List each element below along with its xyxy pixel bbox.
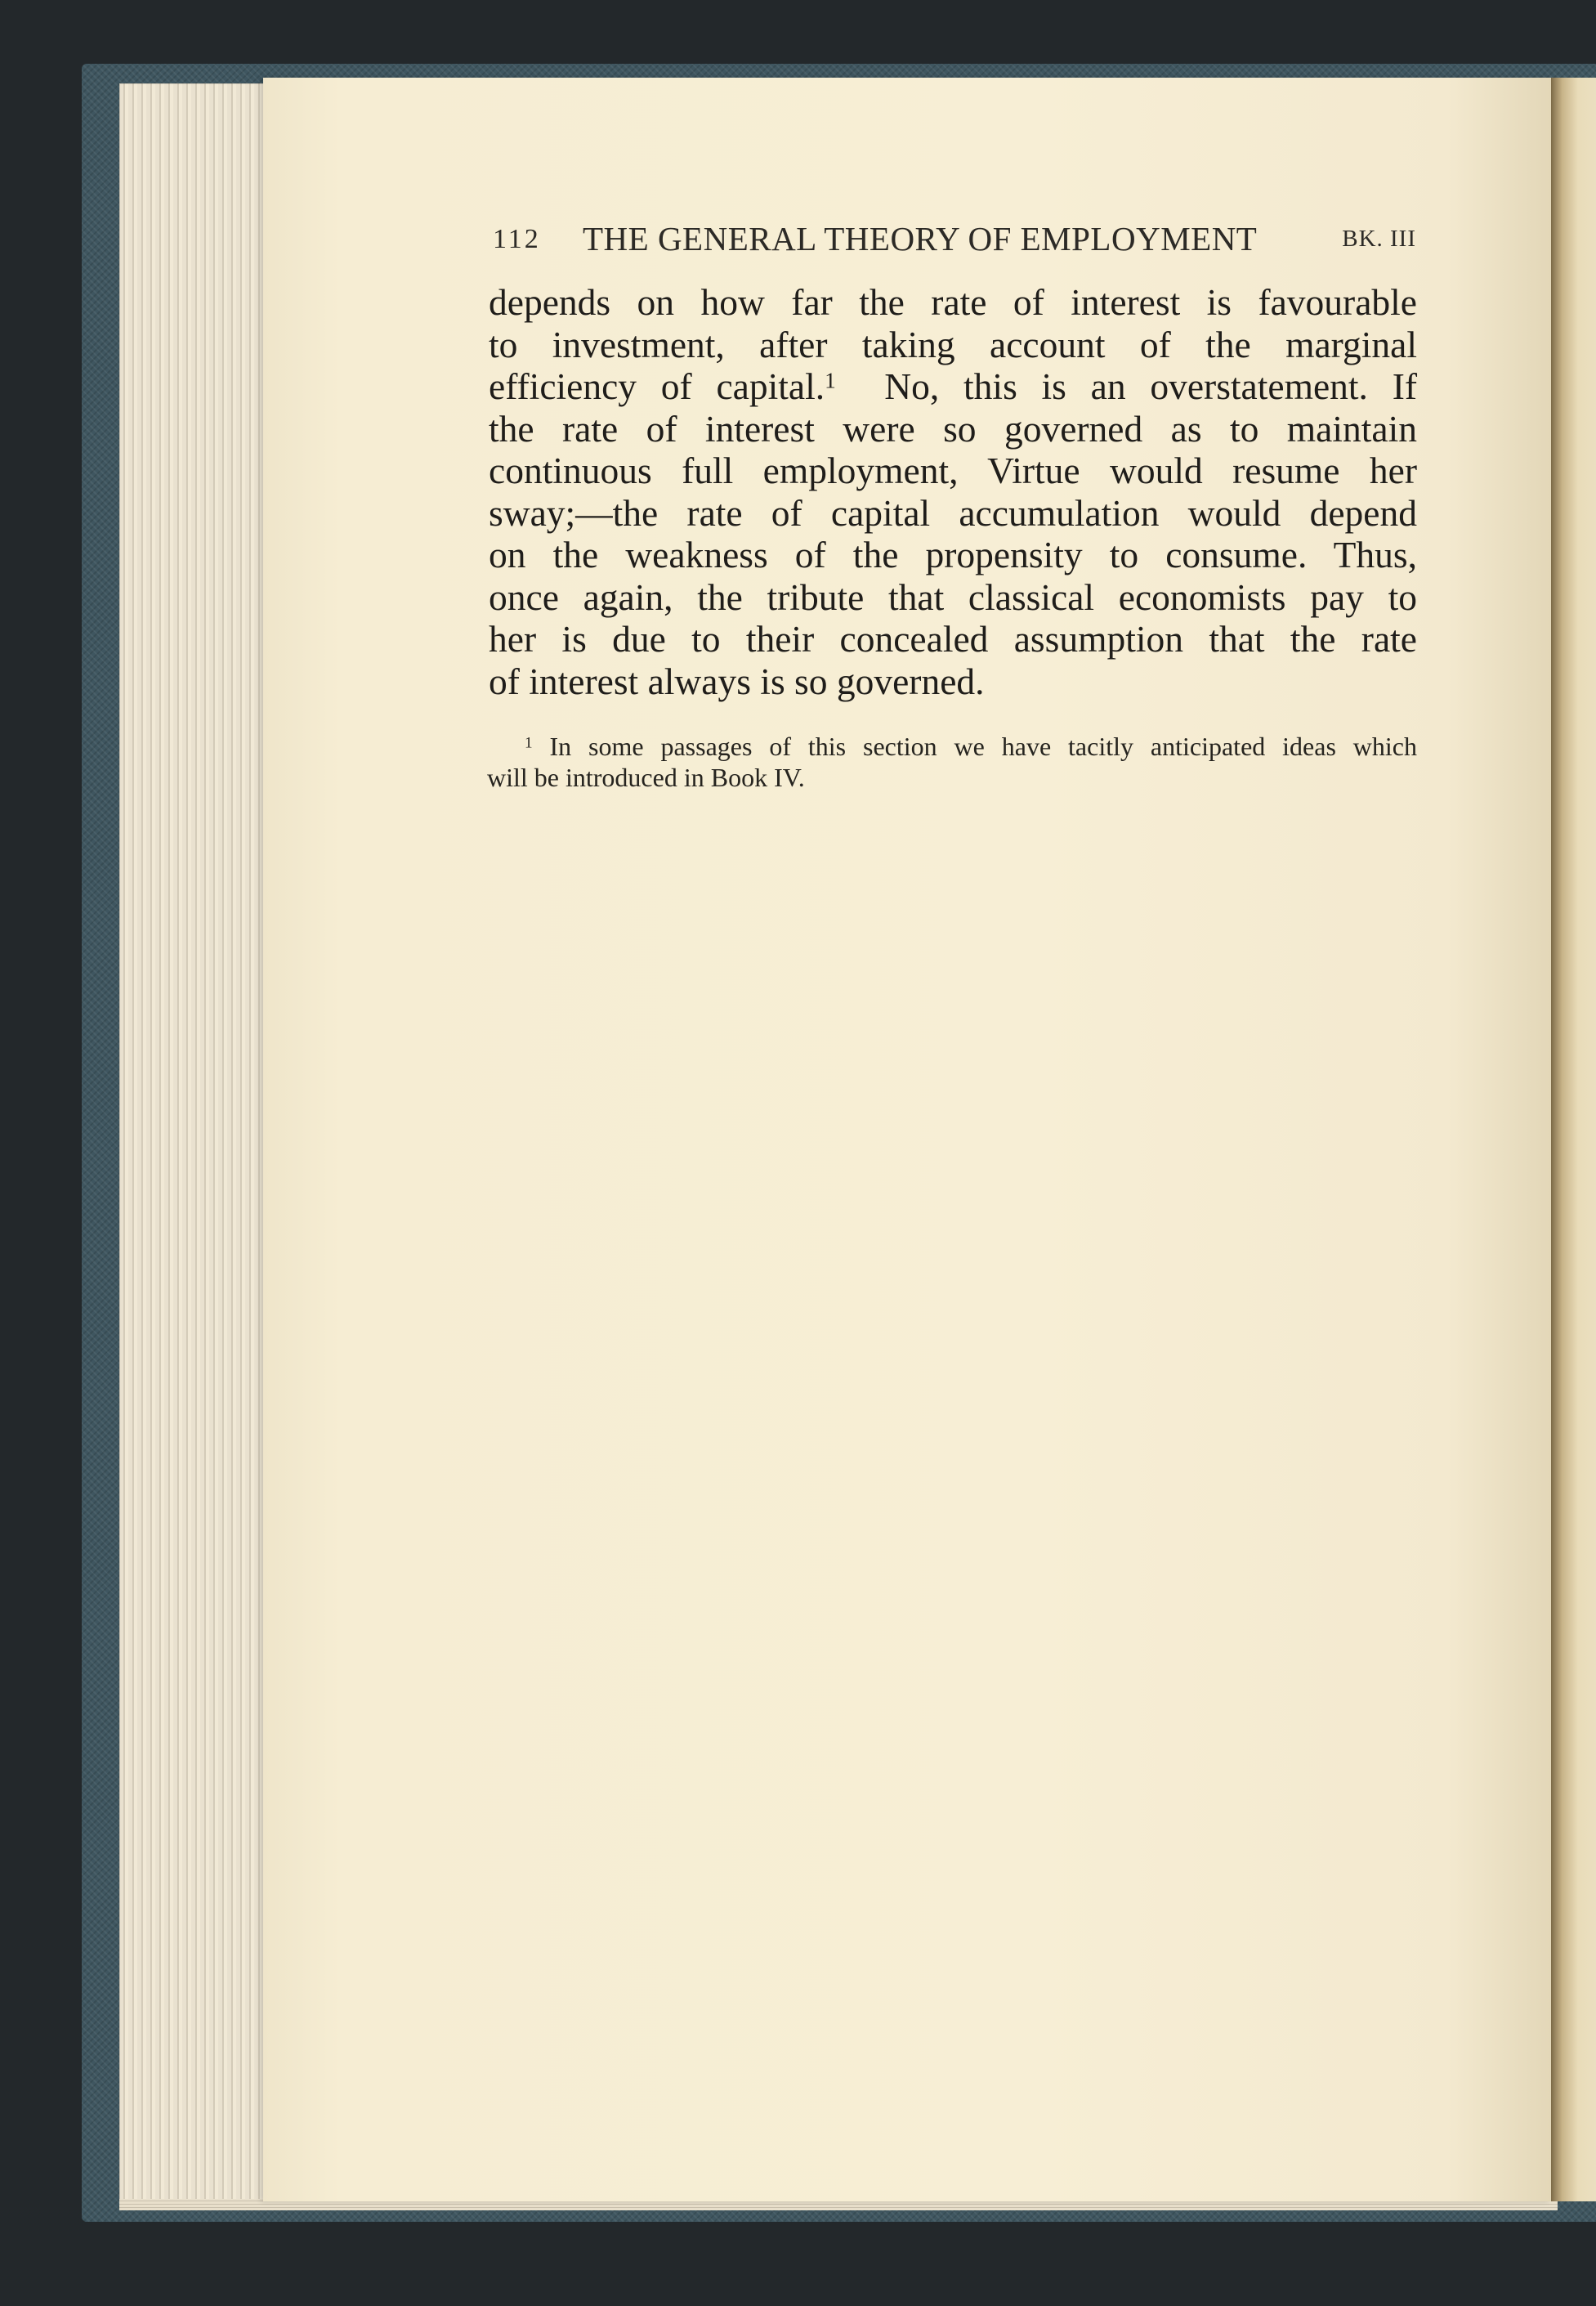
body-line: sway;—the rate of capital accumulation would depend bbox=[489, 491, 1417, 534]
body-line: on the weakness of the propensity to consume. Thus, bbox=[489, 534, 1417, 575]
body-line: depends on how far the rate of interest is favourable bbox=[489, 281, 1417, 323]
body-paragraph bbox=[489, 281, 1417, 702]
running-header bbox=[493, 219, 1416, 268]
footnote-text: In some passages of this section we have tacitly anticipated ideas which bbox=[549, 732, 1417, 761]
page-edges bbox=[119, 83, 266, 2209]
running-head-title: THE GENERAL THEORY OF EMPLOYMENT bbox=[583, 220, 1258, 257]
footnote-line bbox=[487, 731, 1417, 762]
book-reference: BK. III bbox=[1342, 226, 1416, 252]
body-line: once again, the tribute that classical economists pay to bbox=[489, 575, 1417, 618]
body-line: to investment, after taking account of the marginal bbox=[489, 323, 1417, 365]
footnote-marker: 1 bbox=[525, 734, 533, 752]
body-line: the rate of interest were so governed as to maintain bbox=[489, 407, 1417, 450]
body-line-text: No, this is an overstatement. If bbox=[884, 365, 1417, 407]
footnote bbox=[487, 731, 1417, 793]
footnote-reference: 1 bbox=[825, 368, 836, 393]
facing-page bbox=[1551, 78, 1596, 2201]
body-line-text: efficiency of capital. bbox=[489, 365, 825, 407]
body-line: of interest always is so governed. bbox=[489, 660, 985, 702]
body-line bbox=[489, 365, 1417, 408]
body-line: continuous full employment, Virtue would resume her bbox=[489, 450, 1417, 491]
footnote-line: will be introduced in Book IV. bbox=[487, 763, 805, 792]
page-number: 112 bbox=[493, 224, 541, 254]
body-line: her is due to their concealed assumption that the rate bbox=[489, 618, 1417, 660]
